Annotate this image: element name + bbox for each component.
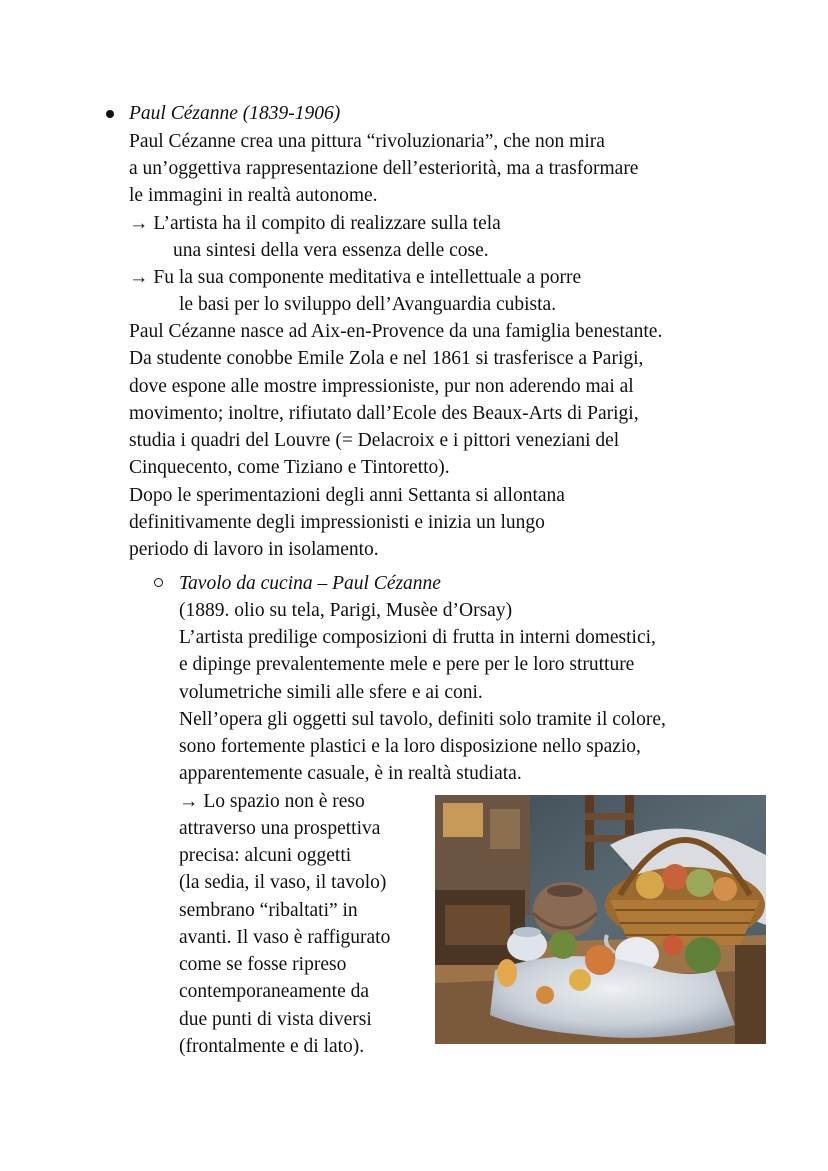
artwork-note-line: come se fosse ripreso [179, 954, 347, 975]
artwork-description-line: volumetriche simili alle sfere e ai coni. [179, 682, 483, 703]
artwork-note-line: attraverso una prospettiva [179, 818, 381, 839]
intro-line: le immagini in realtà autonome. [129, 185, 378, 206]
artwork-description-line: Nell’opera gli oggetti sul tavolo, definiti solo tramite il colore, [179, 709, 666, 730]
biography-line: Da studente conobbe Emile Zola e nel 1861 si trasferisce a Parigi, [129, 348, 644, 369]
biography-line: dove espone alle mostre impressioniste, pur non aderendo mai al [129, 376, 634, 397]
artwork-note-line: contemporaneamente da [179, 981, 370, 1002]
point-line: una sintesi della vera essenza delle cose. [173, 240, 489, 261]
sub-bullet [154, 578, 163, 587]
artwork-note-line: → Lo spazio non è reso [179, 791, 365, 812]
section-title: Paul Cézanne (1839-1906) [129, 103, 341, 124]
artwork-title: Tavolo da cucina – Paul Cézanne [179, 573, 441, 594]
bullet-point [106, 110, 114, 118]
artwork-description-line: sono fortemente plastici e la loro disposizione nello spazio, [179, 736, 641, 757]
artwork-note-line: sembrano “ribaltati” in [179, 900, 358, 921]
artwork-description-line: e dipinge prevalentemente mele e pere per le loro strutture [179, 654, 635, 675]
biography-line: Dopo le sperimentazioni degli anni Settanta si allontana [129, 485, 565, 506]
biography-line: Paul Cézanne nasce ad Aix-en-Provence da una famiglia benestante. [129, 321, 663, 342]
biography-line: periodo di lavoro in isolamento. [129, 539, 379, 560]
biography-line: movimento; inoltre, rifiutato dall’Ecole des Beaux-Arts di Parigi, [129, 403, 639, 424]
intro-line: a un’oggettiva rappresentazione dell’esteriorità, ma a trasformare [129, 158, 639, 179]
artwork-note-line: avanti. Il vaso è raffigurato [179, 927, 391, 948]
artwork-note-line: (frontalmente e di lato). [179, 1036, 365, 1057]
artwork-details: (1889. olio su tela, Parigi, Musèe d’Orsay) [179, 600, 513, 621]
point-line: → Fu la sua componente meditativa e intellettuale a porre [129, 267, 582, 288]
biography-line: definitivamente degli impressionisti e inizia un lungo [129, 512, 545, 533]
point-line: → L’artista ha il compito di realizzare sulla tela [129, 213, 501, 234]
intro-line: Paul Cézanne crea una pittura “rivoluzionaria”, che non mira [129, 131, 605, 152]
artwork-note-line: (la sedia, il vaso, il tavolo) [179, 872, 387, 893]
artwork-note-line: due punti di vista diversi [179, 1009, 372, 1030]
painting-image [435, 795, 766, 1044]
biography-line: Cinquecento, come Tiziano e Tintoretto). [129, 457, 450, 478]
point-line: le basi per lo sviluppo dell’Avanguardia cubista. [179, 294, 557, 315]
artwork-description-line: L’artista predilige composizioni di frutta in interni domestici, [179, 627, 656, 648]
artwork-description-line: apparentemente casuale, è in realtà studiata. [179, 763, 522, 784]
artwork-note-line: precisa: alcuni oggetti [179, 845, 352, 866]
biography-line: studia i quadri del Louvre (= Delacroix e i pittori veneziani del [129, 430, 620, 451]
